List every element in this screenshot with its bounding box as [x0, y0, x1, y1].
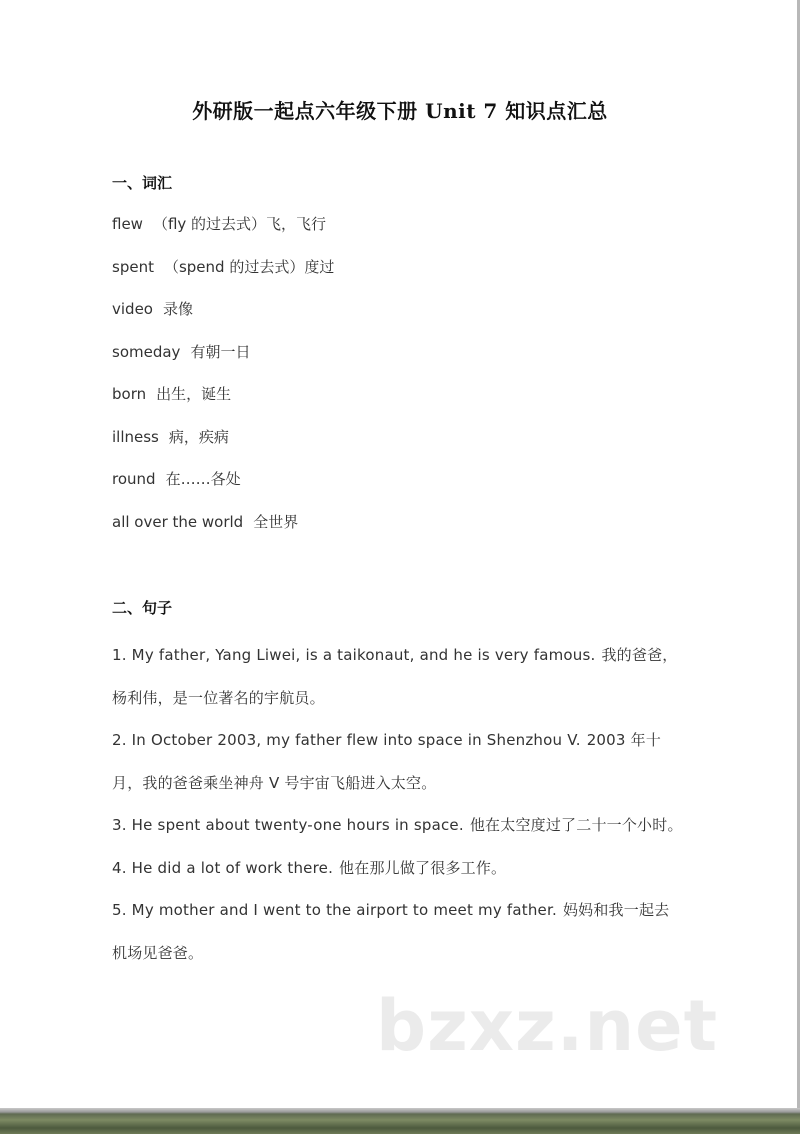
document-title: 外研版一起点六年级下册 Unit 7 知识点汇总: [192, 99, 608, 123]
vocabulary-meaning: 录像: [162, 300, 193, 318]
sentence-english: 5. My mother and I went to the airport to meet my father.: [112, 901, 557, 919]
sentence-item: [112, 719, 684, 804]
vocabulary-item: [112, 423, 334, 466]
vocabulary-list: [112, 210, 334, 550]
sentence-item: [112, 847, 684, 890]
sentence-chinese: 妈妈和我一起去机场见爸爸。: [112, 901, 670, 962]
sentence-chinese: 2003 年十月，我的爸爸乘坐神舟 V 号宇宙飞船进入太空。: [112, 731, 662, 792]
bottom-photo-strip: [0, 1108, 800, 1134]
vocabulary-meaning: 出生，诞生: [156, 385, 232, 403]
vocabulary-meaning: 有朝一日: [190, 342, 251, 361]
site-watermark: bzxz.net: [376, 985, 719, 1067]
vocabulary-item: [112, 508, 334, 551]
sentence-english: 1. My father, Yang Liwei, is a taikonaut, and he is very famous.: [112, 646, 596, 664]
sentence-list: [112, 634, 684, 974]
sentence-item: [112, 889, 684, 974]
vocabulary-word: round: [112, 470, 156, 488]
vocabulary-word: illness: [112, 427, 159, 446]
sentence-item: [112, 804, 684, 847]
sentences-heading: 二、句子: [112, 599, 173, 617]
sentence-english: 4. He did a lot of work there.: [112, 858, 334, 877]
vocabulary-word: video: [112, 300, 153, 318]
vocabulary-item: [112, 295, 334, 338]
vocabulary-item: [112, 338, 334, 381]
sentence-chinese: 他在太空度过了二十一个小时。: [469, 816, 683, 834]
sentence-english: 2. In October 2003, my father flew into space in Shenzhou V.: [112, 731, 581, 749]
vocabulary-meaning: （spend 的过去式）度过: [163, 257, 335, 276]
vocabulary-item: [112, 210, 334, 253]
vocabulary-meaning: （fly 的过去式）飞，飞行: [152, 215, 327, 233]
vocabulary-item: [112, 465, 334, 508]
vocabulary-item: [112, 253, 334, 296]
vocabulary-word: flew: [112, 215, 143, 233]
vocabulary-word: someday: [112, 342, 181, 361]
vocabulary-word: all over the world: [112, 512, 244, 531]
sentence-item: [112, 634, 684, 719]
sentence-english: 3. He spent about twenty-one hours in space.: [112, 816, 464, 834]
vocabulary-meaning: 在……各处: [165, 470, 241, 488]
vocabulary-item: [112, 380, 334, 423]
vocabulary-heading: 一、词汇: [112, 174, 173, 192]
vocabulary-word: spent: [112, 257, 154, 276]
vocabulary-meaning: 全世界: [253, 512, 299, 531]
sentence-chinese: 他在那儿做了很多工作。: [339, 858, 507, 877]
vocabulary-meaning: 病，疾病: [168, 427, 229, 446]
vocabulary-word: born: [112, 385, 147, 403]
sentence-chinese: 我的爸爸，杨利伟，是一位著名的宇航员。: [112, 646, 678, 707]
